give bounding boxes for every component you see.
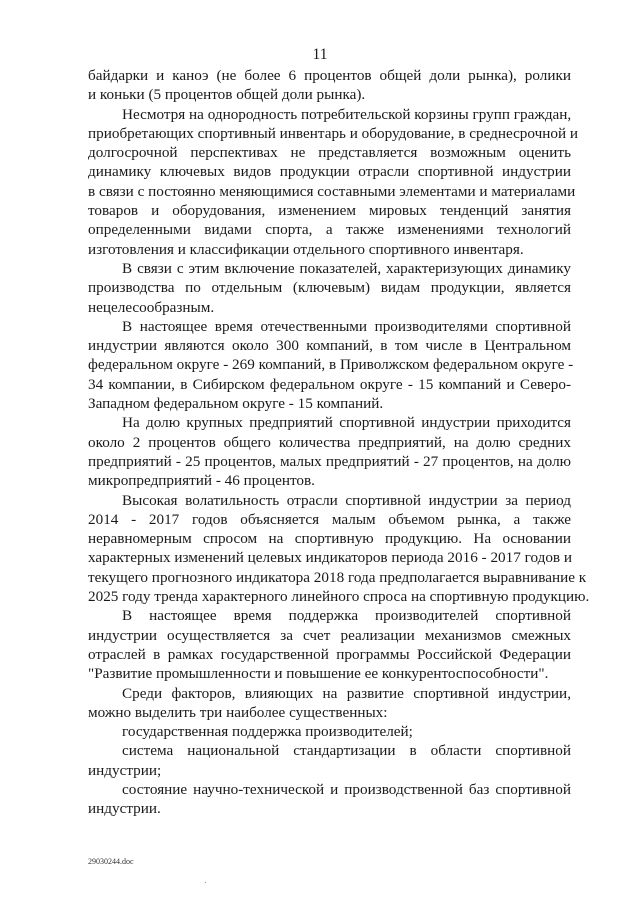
text-line: около 2 процентов общего количества предприятий, на долю средних	[88, 433, 571, 451]
text-line: в связи с постоянно меняющимися составными элементами и материалами	[88, 182, 576, 200]
text-line: Западном федеральном округе - 15 компаний.	[88, 395, 384, 413]
text-line: отраслей в рамках государственной программы Российской Федерации	[88, 645, 571, 663]
text-line: текущего прогнозного индикатора 2018 года предполагается выравнивание к	[88, 568, 587, 586]
paragraph-first-line: На долю крупных предприятий спортивной индустрии приходится	[122, 414, 571, 432]
text-line: байдарки и каноэ (не более 6 процентов общей доли рынка), ролики	[88, 67, 571, 84]
text-line: "Развитие промышленности и повышение ее конкурентоспособности".	[88, 665, 549, 683]
list-item: государственная поддержка производителей;	[122, 723, 413, 741]
paragraph-first-line: В настоящее время поддержка производителей спортивной	[122, 607, 571, 625]
text-line: индустрии являются около 300 компаний, в том числе в Центральном	[88, 337, 571, 355]
text-line: 2025 году тренда характерного линейного спроса на спортивную продукцию.	[88, 588, 590, 606]
paragraph-first-line: В настоящее время отечественными производителями спортивной	[122, 317, 571, 335]
text-line: нецелесообразным.	[88, 298, 215, 316]
text-line: динамику ключевых видов продукции отрасли спортивной индустрии	[88, 163, 571, 181]
text-line: микропредприятий - 46 процентов.	[88, 472, 315, 490]
text-line: федеральном округе - 269 компаний, в Приволжском федеральном округе -	[88, 356, 574, 374]
text-line: можно выделить три наиболее существенных:	[88, 703, 388, 721]
text-line: характерных изменений целевых индикаторов периода 2016 - 2017 годов и	[88, 549, 573, 567]
text-line: производства по отдельным (ключевым) видам продукции, является	[88, 279, 571, 297]
text-line: 34 компании, в Сибирском федеральном округе - 15 компаний и Северо-	[88, 375, 571, 393]
text-line: и коньки (5 процентов общей доли рынка).	[88, 86, 366, 104]
text-line: индустрии.	[88, 800, 161, 818]
text-line: определенными видами спорта, а также изменениями технологий	[88, 221, 571, 239]
list-item: система национальной стандартизации в области спортивной	[122, 742, 571, 760]
text-line: индустрии осуществляется за счет реализации механизмов смежных	[88, 626, 571, 644]
text-line: изготовления и классификации отдельного спортивного инвентаря.	[88, 240, 524, 258]
text-line: приобретающих спортивный инвентарь и оборудование, в среднесрочной и	[88, 124, 579, 142]
text-line: предприятий - 25 процентов, малых предприятий - 27 процентов, на долю	[88, 452, 571, 470]
paragraph-first-line: В связи с этим включение показателей, характеризующих динамику	[122, 259, 571, 277]
paragraph-first-line: Среди факторов, влияющих на развитие спортивной индустрии,	[122, 684, 571, 702]
list-item: состояние научно-технической и производственной баз спортивной	[122, 780, 571, 798]
paragraph-first-line: Высокая волатильность отрасли спортивной индустрии за период	[122, 491, 571, 509]
text-line: индустрии;	[88, 761, 162, 779]
text-line: товаров и оборудования, изменением мировых тенденций занятия	[88, 202, 571, 220]
text-line: 2014 - 2017 годов объясняется малым объемом рынка, а также	[88, 510, 571, 528]
text-line: долгосрочной перспективах не представляется возможным оценить	[88, 144, 571, 162]
footer-document-code: 29030244.doc	[88, 857, 134, 866]
page-number: 11	[312, 46, 328, 63]
scan-artifact-dot	[205, 882, 206, 883]
paragraph-first-line: Несмотря на однородность потребительской корзины групп граждан,	[122, 105, 572, 123]
body-text	[88, 66, 590, 819]
text-line: неравномерным спросом на спортивную продукцию. На основании	[88, 530, 571, 548]
